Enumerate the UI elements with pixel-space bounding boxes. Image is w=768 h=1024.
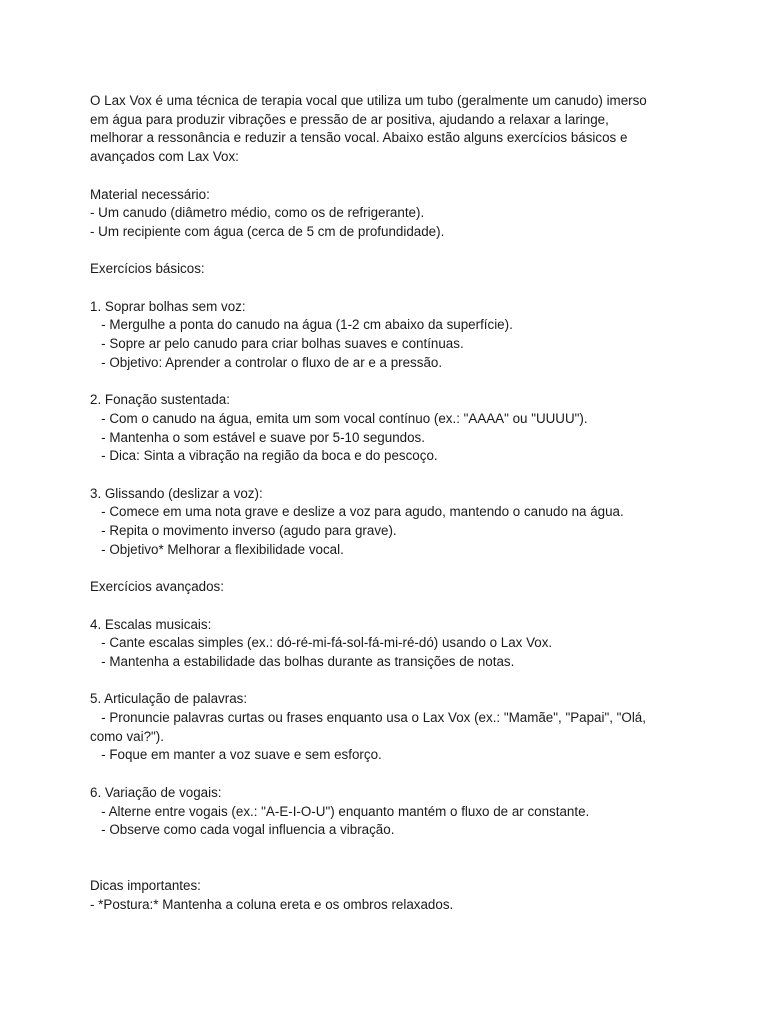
material-item: - Um recipiente com água (cerca de 5 cm de profundidade). (90, 223, 445, 239)
intro-paragraph (90, 92, 680, 167)
exercise-item: - Mergulhe a ponta do canudo na água (1-2 cm abaixo da superfície). (90, 317, 513, 333)
exercise-item: - Pronuncie palavras curtas ou frases enquanto usa o Lax Vox (ex.: "Mamãe", "Papai", "Olá, (90, 710, 646, 726)
exercise-6 (90, 784, 680, 840)
material-heading: Material necessário: (90, 186, 210, 202)
material-section (90, 186, 680, 242)
exercise-item: - Objetivo* Melhorar a flexibilidade vocal. (90, 541, 344, 557)
exercise-item: - Alterne entre vogais (ex.: "A-E-I-O-U") enquanto mantém o fluxo de ar constante. (90, 803, 590, 819)
intro-line: avançados com Lax Vox: (90, 149, 239, 165)
material-item: - Um canudo (diâmetro médio, como os de refrigerante). (90, 205, 425, 221)
tips-section (90, 877, 680, 914)
exercise-title: 5. Articulação de palavras: (90, 691, 248, 707)
exercise-item: - Repita o movimento inverso (agudo para grave). (90, 523, 397, 539)
exercise-item: - Mantenha o som estável e suave por 5-10 segundos. (90, 429, 425, 445)
exercise-title: 1. Soprar bolhas sem voz: (90, 298, 246, 314)
exercise-item: - Sopre ar pelo canudo para criar bolhas suaves e contínuas. (90, 336, 464, 352)
exercise-item: - Foque em manter a voz suave e sem esforço. (90, 747, 382, 763)
exercise-2 (90, 391, 680, 466)
exercise-item: - Com o canudo na água, emita um som vocal contínuo (ex.: "AAAA" ou "UUUU"). (90, 410, 588, 426)
exercise-5 (90, 690, 680, 765)
exercise-item: - Observe como cada vogal influencia a vibração. (90, 822, 395, 838)
intro-line: O Lax Vox é uma técnica de terapia vocal que utiliza um tubo (geralmente um canudo) imerso (90, 93, 647, 108)
intro-line: melhorar a ressonância e reduzir a tensão vocal. Abaixo estão alguns exercícios básicos e (90, 130, 628, 146)
basic-section (90, 260, 680, 559)
advanced-heading: Exercícios avançados: (90, 579, 224, 595)
exercise-item: - Comece em uma nota grave e deslize a voz para agudo, mantendo o canudo na água. (90, 504, 624, 520)
document-page (90, 92, 680, 915)
exercise-title: 4. Escalas musicais: (90, 616, 212, 632)
exercise-title: 3. Glissando (deslizar a voz): (90, 485, 263, 501)
tips-item: - *Postura:* Mantenha a coluna ereta e os ombros relaxados. (90, 897, 454, 913)
exercise-item: - Dica: Sinta a vibração na região da boca e do pescoço. (90, 448, 438, 464)
exercise-item: - Objetivo: Aprender a controlar o fluxo de ar e a pressão. (90, 354, 443, 370)
exercise-item: como vai?"). (90, 728, 164, 744)
advanced-section (90, 578, 680, 840)
exercise-4 (90, 616, 680, 672)
exercise-item: - Cante escalas simples (ex.: dó-ré-mi-fá-sol-fá-mi-ré-dó) usando o Lax Vox. (90, 635, 553, 651)
tips-heading: Dicas importantes: (90, 878, 201, 894)
exercise-3 (90, 485, 680, 560)
exercise-title: 6. Variação de vogais: (90, 784, 222, 800)
exercise-item: - Mantenha a estabilidade das bolhas durante as transições de notas. (90, 653, 515, 669)
basic-heading: Exercícios básicos: (90, 261, 205, 277)
intro-line: em água para produzir vibrações e pressão de ar positiva, ajudando a relaxar a laringe, (90, 111, 609, 127)
exercise-1 (90, 298, 680, 373)
exercise-title: 2. Fonação sustentada: (90, 392, 230, 408)
